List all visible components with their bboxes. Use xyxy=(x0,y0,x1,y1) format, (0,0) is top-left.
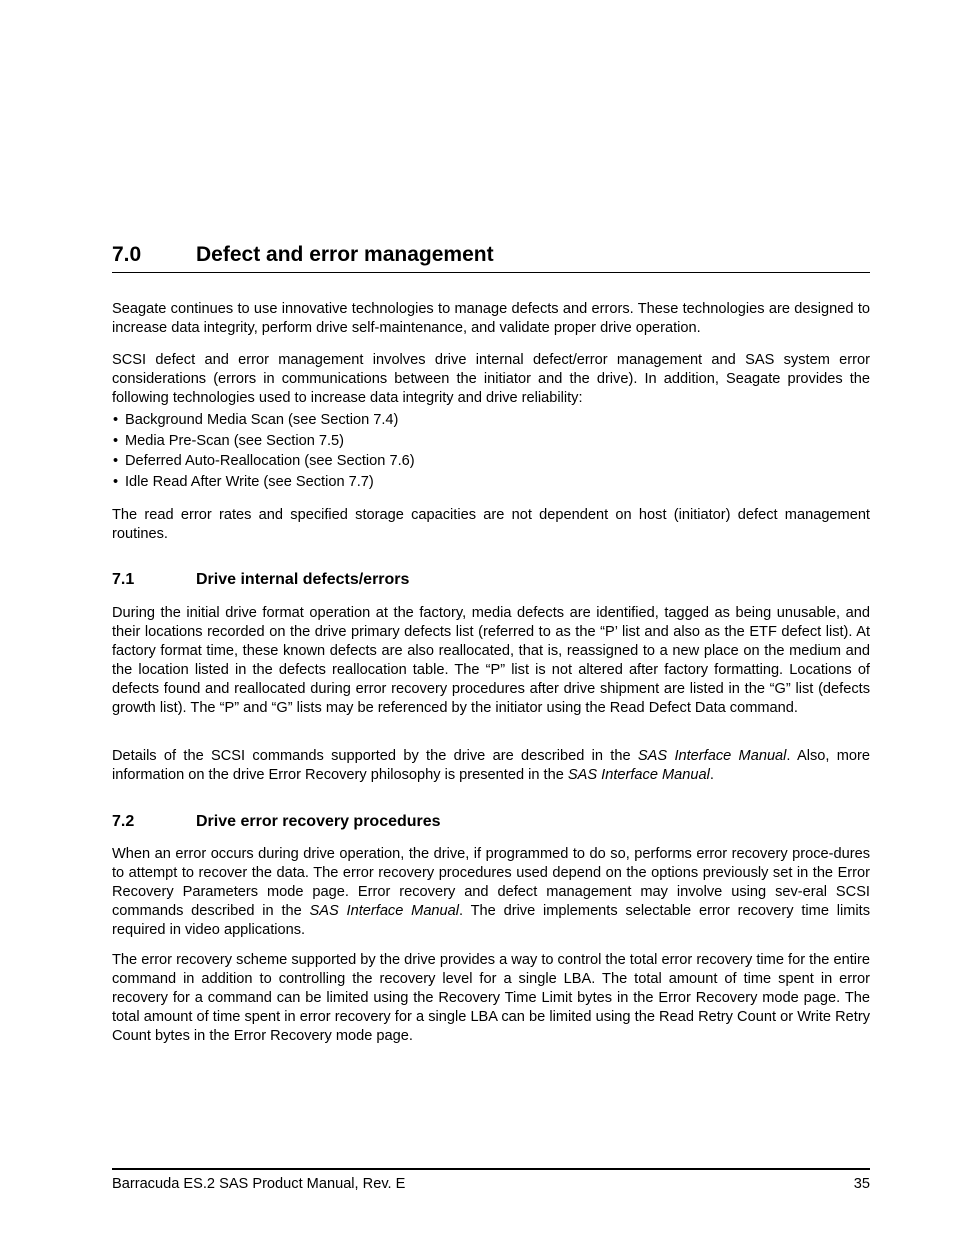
document-page xyxy=(112,0,870,1235)
bullet-icon: • xyxy=(113,473,119,490)
manual-title: SAS Interface Manual xyxy=(309,902,460,919)
s72-paragraph-2 xyxy=(112,951,870,1046)
list-item-text: Background Media Scan (see Section 7.4) xyxy=(125,412,399,428)
intro-paragraph-2 xyxy=(112,351,870,408)
paragraph-text: The error recovery scheme supported by the drive provides a way to control the total error recovery time for the entire command in addition to controlling the recovery level for a single LBA. The total amount of time spent in error recovery for a command can be limited using the Recovery Time Limit bytes in the Error Recovery mode page. The total amount of time spent in error recovery for a single LBA can be limited using the Read Retry Count or Write Retry Count bytes in the Error Recovery mode page. xyxy=(112,952,870,1044)
text-run: . Also, more information on the drive Error Recovery philosophy is presented in the xyxy=(112,748,871,783)
list-item xyxy=(112,472,415,493)
s72-paragraph-1 xyxy=(112,845,870,940)
bullet-icon: • xyxy=(113,412,119,428)
subsection-heading-7-1 xyxy=(112,571,870,591)
section-number: 7.0 xyxy=(112,243,142,266)
manual-title: SAS Interface Manual xyxy=(637,748,787,764)
paragraph-text xyxy=(112,845,870,940)
text-run: . The drive implements selectable error recovery time limits required in video applications. xyxy=(112,902,870,938)
list-item-text: Idle Read After Write (see Section 7.7) xyxy=(125,473,374,490)
bullet-icon: • xyxy=(113,432,119,449)
page-number: 35 xyxy=(853,1176,870,1192)
subsection-title: Drive error recovery procedures xyxy=(196,813,441,830)
paragraph-text xyxy=(112,747,870,785)
bullet-icon: • xyxy=(113,453,119,469)
footer-divider xyxy=(112,1168,870,1170)
subsection-heading-7-2 xyxy=(112,813,870,833)
subsection-number: 7.2 xyxy=(112,813,135,830)
intro-paragraph-3 xyxy=(112,506,870,544)
paragraph-text: SCSI defect and error management involves drive internal defect/error management and SAS system error considerations (errors in communications between the initiator and the drive). In addition, Seagate provides the following technologies used to increase data integrity and drive reliability: xyxy=(112,352,870,406)
paragraph-text: The read error rates and specified storage capacities are not dependent on host (initiator) defect management routines. xyxy=(112,507,870,542)
subsection-title: Drive internal defects/errors xyxy=(196,571,410,588)
list-item xyxy=(112,451,415,472)
section-heading xyxy=(112,242,870,273)
s71-paragraph-1 xyxy=(112,604,870,717)
paragraph-text: During the initial drive format operation at the factory, media defects are identified, tagged as being unusable, and their locations recorded on the drive primary defects list (referred to as the “P’ list and also as the ETF defect list). At factory format time, these known defects are also reallocated, that is, reassigned to a new place on the medium and the location listed in the defects reallocation table. The “P” list is not altered after factory formatting. Locations of defects found and reallocated during error recovery procedures after drive shipment are listed in the “G” list (defects growth list). The “P” and “G” lists may be referenced by the initiator using the Read Defect Data command. xyxy=(112,605,870,716)
list-item-text: Media Pre-Scan (see Section 7.5) xyxy=(125,432,345,449)
s71-paragraph-2 xyxy=(112,747,870,785)
list-item-text: Deferred Auto-Reallocation (see Section 7.6) xyxy=(125,453,415,469)
intro-paragraph-1 xyxy=(112,300,870,338)
list-item xyxy=(112,410,415,431)
text-run: . xyxy=(709,766,714,783)
text-run: Details of the SCSI commands supported by the drive are described in the xyxy=(112,748,638,764)
manual-title: SAS Interface Manual xyxy=(567,766,710,783)
technology-list xyxy=(112,410,415,492)
subsection-number: 7.1 xyxy=(112,571,135,588)
section-title: Defect and error management xyxy=(196,243,494,266)
paragraph-text: Seagate continues to use innovative technologies to manage defects and errors. These technologies are designed to increase data integrity, perform drive self-maintenance, and validate proper drive operation. xyxy=(112,301,870,336)
text-run: When an error occurs during drive operation, the drive, if programmed to do so, performs error recovery proce-dures to attempt to recover the data. The error recovery procedures used depend on the options previously set in the Error Recovery Parameters mode page. Error recovery and defect management may involve using sev-eral SCSI commands described in the xyxy=(112,846,870,919)
list-item xyxy=(112,431,415,452)
footer-manual-title: Barracuda ES.2 SAS Product Manual, Rev. E xyxy=(112,1176,406,1192)
